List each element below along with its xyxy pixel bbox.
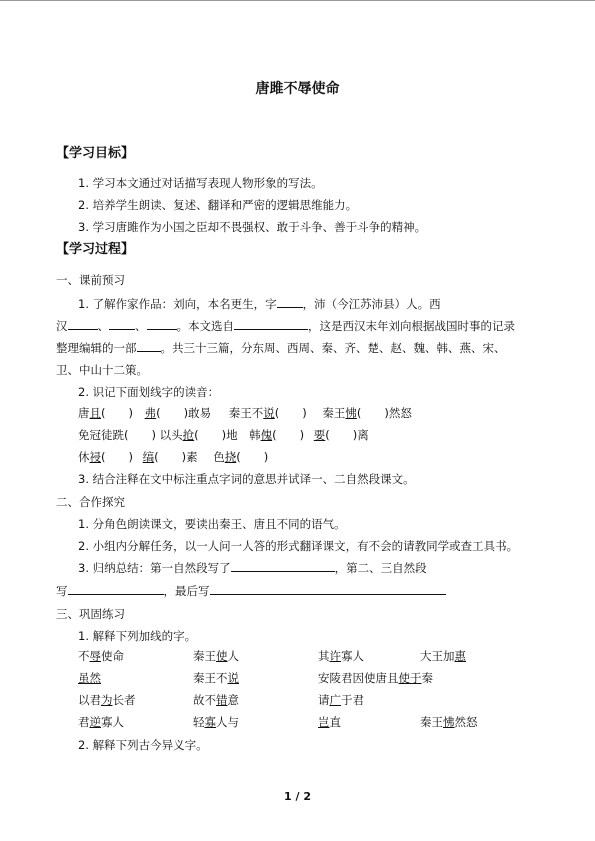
answer-paren[interactable]: ( ) <box>236 450 269 464</box>
word-item <box>193 692 239 708</box>
underlined-char: 为 <box>101 693 113 707</box>
prep-q3: 3. 结合注释在文中标注重点字词的意思并试译一、二自然段课文。 <box>78 472 415 486</box>
text: 长者 <box>112 693 136 707</box>
fill-blank[interactable] <box>68 583 164 595</box>
underlined-char: 要 <box>313 428 326 442</box>
fill-blank[interactable] <box>277 296 303 308</box>
underlined-char: 寡 <box>204 715 216 729</box>
text: 秦王不 <box>193 671 228 685</box>
goal-1: 1. 学习本文通过对话描写表现人物形象的写法。 <box>78 176 323 190</box>
word-item <box>318 648 364 664</box>
answer-paren[interactable]: ( ) <box>154 450 187 464</box>
underlined-char: 说 <box>263 406 275 420</box>
practice-q1: 1. 解释下列加线的字。 <box>78 629 197 643</box>
part3-heading: 三、巩固练习 <box>56 607 125 621</box>
answer-paren[interactable]: ( ) <box>101 450 133 464</box>
word-item <box>318 692 364 708</box>
explore-q3-line2 <box>56 583 446 599</box>
word-item <box>193 670 239 686</box>
word-item <box>78 648 124 664</box>
text: 于君 <box>341 693 364 707</box>
text: ，第二、三自然段 <box>334 561 427 575</box>
fill-blank[interactable] <box>68 318 98 330</box>
text: 写 <box>56 584 68 598</box>
text: 以头 <box>159 428 183 442</box>
prep-q1-line3 <box>56 340 506 356</box>
underlined-char: 广 <box>329 693 341 707</box>
goals-header: 【学习目标】 <box>56 146 135 161</box>
underlined-char: 惠 <box>454 649 466 663</box>
text: 。共三十三篇，分东周、西周、秦、齐、楚、赵、魏、韩、燕、宋、 <box>160 341 506 355</box>
underlined-char: 许 <box>329 649 341 663</box>
text: 故不 <box>193 693 216 707</box>
answer-paren[interactable]: ( ) <box>156 406 189 420</box>
explore-q3-line1 <box>78 560 427 576</box>
underlined-char: 错 <box>216 693 228 707</box>
text: 秦王 <box>420 715 443 729</box>
text: 秦王不 <box>228 406 264 420</box>
text: 唐 <box>78 406 90 420</box>
pron-row-2 <box>78 427 369 443</box>
practice-q2: 2. 解释下列古今异义字。 <box>78 738 208 752</box>
underlined-char: 逆 <box>89 715 101 729</box>
text: 整理编辑的一部 <box>56 341 137 355</box>
word-item <box>78 670 101 686</box>
text: 安陵君因使唐且 <box>318 671 399 685</box>
underlined-char: 辱 <box>89 649 101 663</box>
word-item <box>420 648 466 664</box>
page-title: 唐雎不辱使命 <box>255 81 340 97</box>
underlined-char: 缟 <box>142 450 155 464</box>
underlined-char: 怫 <box>345 406 357 420</box>
fill-blank[interactable] <box>234 318 308 330</box>
underlined-char: 怫 <box>443 715 455 729</box>
word-item <box>420 714 478 730</box>
underlined-char: 使 <box>216 649 228 663</box>
fill-blank[interactable] <box>147 318 177 330</box>
text: 休 <box>78 450 90 464</box>
underlined-char: 祲 <box>89 450 101 464</box>
text: 以君 <box>78 693 101 707</box>
text: 寡人 <box>341 649 364 663</box>
answer-paren[interactable]: ( ) <box>274 406 307 420</box>
answer-paren[interactable]: ( ) <box>272 428 305 442</box>
underlined-char: 且 <box>89 406 101 420</box>
part2-heading: 二、合作探究 <box>56 495 125 509</box>
text: 敢易 <box>188 406 212 420</box>
explore-q1: 1. 分角色朗读课文，要读出秦王、唐且不同的语气。 <box>78 517 346 531</box>
answer-paren[interactable]: ( ) <box>356 406 389 420</box>
text: 君 <box>78 715 90 729</box>
goal-2: 2. 培养学生朗读、复述、翻译和严密的逻辑思维能力。 <box>78 198 358 212</box>
answer-paren[interactable]: ( ) <box>124 428 156 442</box>
explore-q2: 2. 小组内分解任务，以一人问一人答的形式翻译课文，有不会的请教同学或查工具书。 <box>78 539 519 553</box>
process-header: 【学习过程】 <box>56 242 135 257</box>
word-item <box>318 670 433 686</box>
text: 轻 <box>193 715 205 729</box>
fill-blank[interactable] <box>231 560 335 572</box>
page-number: 1 / 2 <box>284 790 311 803</box>
text: 、 <box>97 319 109 333</box>
underlined-char: 弗 <box>144 406 157 420</box>
goal-3: 3. 学习唐雎作为小国之臣却不畏强权、敢于斗争、善于斗争的精神。 <box>78 220 427 234</box>
text: 大王加 <box>420 649 455 663</box>
text: 意 <box>227 693 239 707</box>
text: 秦王 <box>322 406 346 420</box>
answer-paren[interactable]: ( ) <box>101 406 133 420</box>
text: 然怒 <box>454 715 478 729</box>
text: 请 <box>318 693 330 707</box>
underlined-char: 挠 <box>224 450 237 464</box>
text: ，沛（今江苏沛县）人。西 <box>302 297 441 311</box>
word-item <box>193 714 239 730</box>
text: 不 <box>78 649 90 663</box>
text: 1. 了解作家作品：刘向，本名更生，字 <box>78 297 277 311</box>
answer-paren[interactable]: ( ) <box>194 428 227 442</box>
text: 使命 <box>101 649 124 663</box>
underlined-char: 抢 <box>182 428 195 442</box>
prep-q1-line1 <box>78 296 441 312</box>
text: 人 <box>227 649 239 663</box>
text: 人与 <box>216 715 239 729</box>
text: 汉 <box>56 319 68 333</box>
text: 离 <box>357 428 369 442</box>
text: 秦 <box>421 671 433 685</box>
underlined-char: 说 <box>227 671 239 685</box>
text: 然怒 <box>388 406 412 420</box>
word-item <box>78 714 124 730</box>
word-item <box>318 714 341 730</box>
text: 秦王 <box>193 649 216 663</box>
fill-blank[interactable] <box>137 340 161 352</box>
text: 直 <box>329 715 341 729</box>
fill-blank[interactable] <box>210 583 446 595</box>
part1-heading: 一、课前预习 <box>56 273 125 287</box>
text: ，最后写 <box>163 584 210 598</box>
pron-row-1 <box>78 405 412 421</box>
top-border <box>0 0 595 1</box>
text: 素 <box>186 450 198 464</box>
text: 其 <box>318 649 330 663</box>
underlined-char: 傀 <box>260 428 273 442</box>
prep-q1-line4: 卫、中山十二策。 <box>56 363 148 377</box>
prep-q1-line2 <box>56 318 515 334</box>
fill-blank[interactable] <box>109 318 135 330</box>
text: 3. 归纳总结：第一自然段写了 <box>78 561 231 575</box>
word-item <box>78 692 136 708</box>
text: 、 <box>135 319 147 333</box>
text: 色 <box>213 450 225 464</box>
underlined-char: 使于 <box>398 671 422 685</box>
pron-row-3 <box>78 449 268 465</box>
text: 。本文选自 <box>176 319 234 333</box>
text: 免冠徒跣 <box>78 428 124 442</box>
text: ，这是西汉末年刘向根据战国时事的记录 <box>308 319 515 333</box>
text: 地 韩 <box>226 428 261 442</box>
answer-paren[interactable]: ( ) <box>325 428 358 442</box>
text: 寡人 <box>101 715 124 729</box>
prep-q2: 2. 识记下面划线字的读音： <box>78 385 220 399</box>
word-item <box>193 648 239 664</box>
underlined-char: 虽然 <box>78 671 101 685</box>
underlined-char: 岂 <box>318 715 330 729</box>
